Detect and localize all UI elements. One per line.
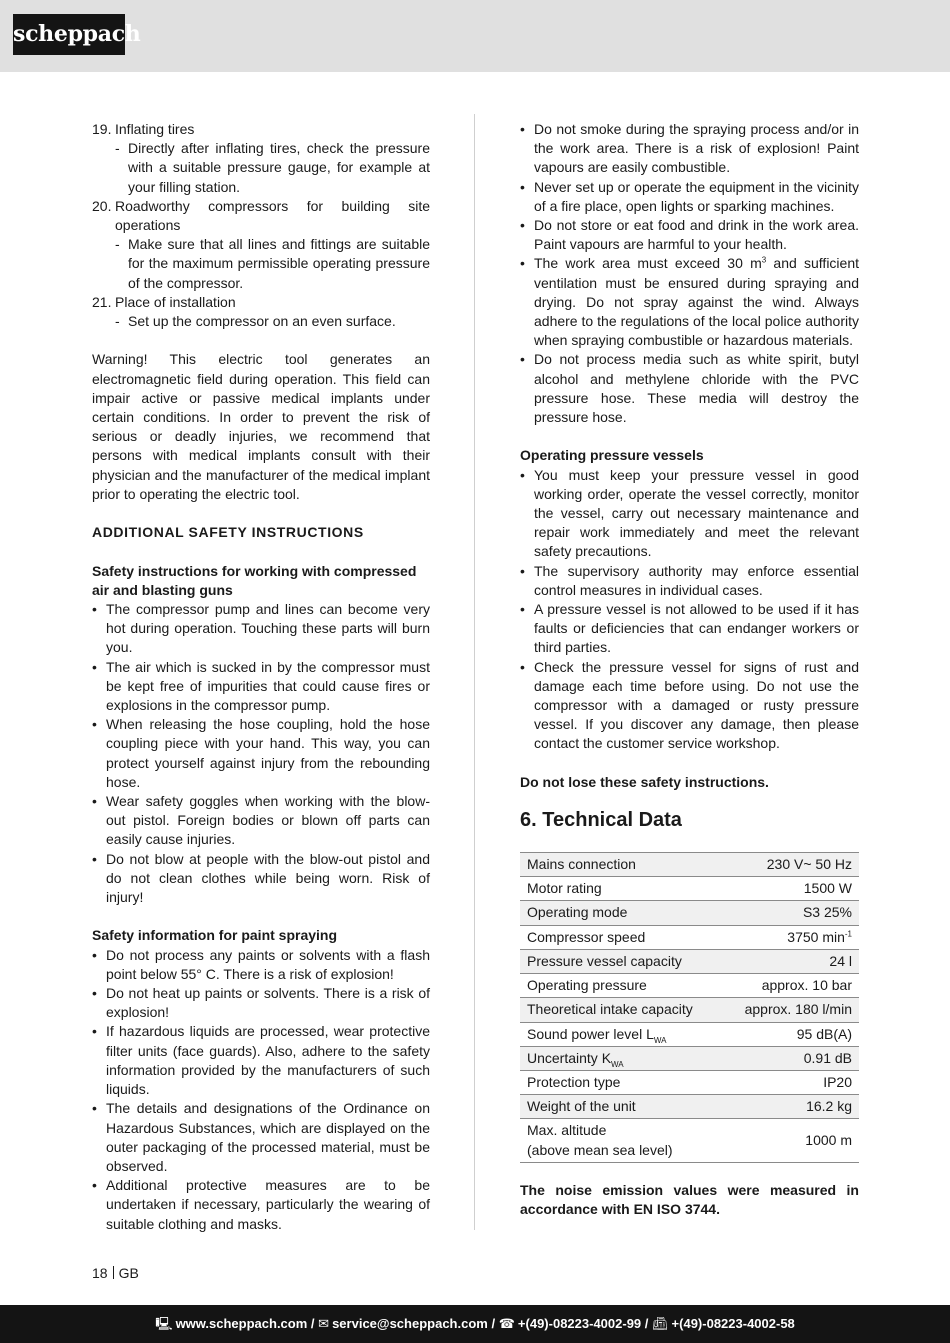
pressure-vessels-heading: Operating pressure vessels: [520, 447, 704, 464]
sub-item: [92, 139, 430, 197]
bullet-marker: •: [92, 1023, 97, 1040]
table-row: [520, 998, 859, 1022]
item-number: 21.: [92, 293, 112, 310]
table-cell-value: approx. 10 bar: [722, 974, 859, 998]
computer-icon: 🖳︎: [155, 1316, 173, 1331]
bullet-marker: •: [92, 716, 97, 733]
bullet-marker: •: [92, 793, 97, 810]
bullet-text: and sufficient ventilation must be ensured during spraying and drying. Do not spray against the wind. Always adhere to the regulations of the local police authority when spraying combustible or hazardous materials.: [534, 255, 859, 349]
bullet-text: You must keep your pressure vessel in good working order, operate the vessel correctly, monitor the vessel, carry out necessary maintenance and repair work immediately and meet the relevant safety precautions.: [534, 466, 859, 560]
list-item: [520, 466, 859, 562]
table-cell-value: 1000 m: [722, 1119, 859, 1162]
list-item-20: [92, 197, 430, 235]
list-item: [92, 984, 430, 1022]
paint-spraying-heading: Safety information for paint spraying: [92, 927, 338, 944]
bullet-text: The details and designations of the Ordinance on Hazardous Substances, which are displayed on the outer packaging of the processed material, must be observed.: [106, 1100, 430, 1174]
table-cell-value: [722, 925, 859, 949]
table-cell-label: Pressure vessel capacity: [520, 949, 722, 973]
bullet-text: Do not blow at people with the blow-out pistol and do not clean clothes while being worn. Risk of injury!: [106, 850, 430, 906]
sub-item-text: Make sure that all lines and fittings are suitable for the maximum permissible operating pressure of the compressor.: [128, 236, 430, 291]
mail-icon: ✉︎: [318, 1316, 330, 1331]
list-item: [520, 658, 859, 754]
warning-paragraph: Warning! This electric tool generates an electromagnetic field during operation. This field can impair active or passive medical implants under certain conditions. In order to prevent the risk of serious or deadly injuries, we recommend that persons with medical implants consult with their physician and the manufacturer of the medical implant prior to operating the electric tool.: [92, 351, 430, 502]
bullet-marker: •: [92, 658, 97, 675]
value-text: 3750 min: [787, 928, 845, 945]
table-cell-value: IP20: [722, 1070, 859, 1094]
table-cell-label: [520, 1046, 722, 1070]
table-cell-value: 230 V~ 50 Hz: [722, 853, 859, 877]
table-cell-value: 16.2 kg: [722, 1095, 859, 1119]
noise-emission-note: The noise emission values were measured in accordance with EN ISO 3744.: [520, 1181, 859, 1217]
footer-phone: +(49)-08223-4002-99: [517, 1316, 642, 1331]
table-cell-value: S3 25%: [722, 901, 859, 925]
table-row: [520, 877, 859, 901]
fax-icon: 📠︎: [652, 1316, 669, 1331]
page-separator: [113, 1266, 114, 1279]
list-item: [520, 600, 859, 658]
table-cell-label: Theoretical intake capacity: [520, 998, 722, 1022]
technical-data-table: [520, 852, 859, 1163]
section-title: [520, 808, 859, 832]
superscript: 3: [761, 255, 767, 265]
bullet-text: When releasing the hose coupling, hold the hose coupling piece with your hand. This way, you can protect yourself against injury from the rebounding hose.: [106, 716, 430, 790]
table-cell-label: Operating mode: [520, 901, 722, 925]
footer-website-link[interactable]: www.scheppach.com: [175, 1316, 308, 1331]
bullet-text: If hazardous liquids are processed, wear protective filter units (face guards). Also, adhere to the safety information provided by the manufacturers of such liquids.: [106, 1023, 430, 1098]
dash-marker: -: [115, 140, 120, 157]
bullet-marker: •: [520, 351, 525, 368]
section-number: 6.: [520, 809, 537, 832]
bullet-text: The air which is sucked in by the compressor must be kept free of impurities that could cause fires or explosions in the compressor pump.: [106, 658, 430, 714]
table-row: [520, 901, 859, 925]
list-item: [92, 600, 430, 658]
item-number: 19.: [92, 121, 112, 137]
bullet-marker: •: [520, 658, 525, 675]
footer-email-link[interactable]: service@scheppach.com: [332, 1316, 488, 1331]
bullet-marker: •: [92, 1177, 97, 1194]
bullet-marker: •: [520, 217, 525, 234]
bullet-marker: •: [92, 850, 97, 867]
table-cell-label: [520, 1119, 722, 1162]
bullet-marker: •: [92, 1100, 97, 1117]
bullet-text: Check the pressure vessel for signs of rust and damage each time before using. Do not use the compressor with a damaged or rusty pressure vessel. If you discover any damage, then please contact the customer service workshop.: [534, 658, 859, 752]
sub-item: [92, 312, 430, 331]
page-number: [92, 1264, 139, 1283]
keep-instructions-note: Do not lose these safety instructions.: [520, 773, 769, 790]
page-language: GB: [118, 1265, 139, 1281]
list-item: [92, 946, 430, 984]
additional-safety-heading: ADDITIONAL SAFETY INSTRUCTIONS: [92, 524, 364, 541]
table-cell-value: 24 l: [722, 949, 859, 973]
footer-bar: [0, 1305, 950, 1343]
table-row: [520, 1070, 859, 1094]
bullet-text: Never set up or operate the equipment in the vicinity of a fire place, open lights or sparking machines.: [534, 178, 859, 214]
scheppach-logo: scheppach: [13, 14, 125, 55]
bullet-text: Do not heat up paints or solvents. There is a risk of explosion!: [106, 985, 430, 1021]
bullet-marker: •: [520, 121, 525, 137]
list-item-21: [92, 293, 430, 312]
bullet-text: A pressure vessel is not allowed to be used if it has faults or deficiencies that can endanger workers or third parties.: [534, 601, 859, 656]
table-cell-value: approx. 180 l/min: [722, 998, 859, 1022]
item-title: Place of installation: [115, 293, 236, 310]
label-text: Sound power level L: [527, 1025, 654, 1042]
table-cell-value: 0.91 dB: [722, 1046, 859, 1070]
phone-icon: ☎︎: [498, 1316, 515, 1331]
bullet-marker: •: [520, 255, 525, 272]
list-item: [92, 715, 430, 792]
bullet-marker: •: [520, 601, 525, 618]
footer-separator: /: [310, 1316, 315, 1331]
table-row: [520, 974, 859, 998]
bullet-marker: •: [520, 562, 525, 579]
bullet-marker: •: [92, 985, 97, 1002]
table-row: [520, 1046, 859, 1070]
list-item: [520, 350, 859, 427]
bullet-text: Do not store or eat food and drink in the work area. Paint vapours are harmful to your health.: [534, 217, 859, 253]
table-row: [520, 949, 859, 973]
list-item: [92, 658, 430, 716]
item-title: Roadworthy compressors for building site operations: [115, 197, 430, 234]
label-text: Max. altitude: [527, 1122, 607, 1139]
table-cell-label: [520, 1022, 722, 1046]
sub-item-text: Set up the compressor on an even surface.: [128, 313, 396, 330]
dash-marker: -: [115, 313, 120, 330]
list-item-19: [92, 120, 430, 139]
bullet-marker: •: [92, 946, 97, 963]
bullet-text: Wear safety goggles when working with the blow-out pistol. Foreign bodies or blown off parts can easily cause injuries.: [106, 793, 430, 848]
bullet-text: Additional protective measures are to be undertaken if necessary, particularly the wearing of suitable clothing and masks.: [106, 1177, 430, 1232]
item-number: 20.: [92, 197, 112, 214]
list-item: [92, 792, 430, 850]
superscript: -1: [844, 929, 852, 939]
list-item: [92, 1022, 430, 1099]
table-cell-label: Weight of the unit: [520, 1095, 722, 1119]
list-item: [92, 1099, 430, 1176]
bullet-marker: •: [520, 178, 525, 195]
dash-marker: -: [115, 236, 120, 253]
item-title: Inflating tires: [115, 121, 195, 137]
list-item: [520, 120, 859, 178]
table-row: [520, 1022, 859, 1046]
page-number-value: 18: [92, 1265, 108, 1281]
table-cell-label: Mains connection: [520, 853, 722, 877]
table-row: [520, 1095, 859, 1119]
label-text-line2: (above mean sea level): [527, 1141, 673, 1158]
list-item: [520, 562, 859, 600]
subscript: WA: [653, 1035, 667, 1045]
column-divider: [474, 114, 475, 1230]
table-cell-label: Compressor speed: [520, 925, 722, 949]
table-cell-value: 95 dB(A): [722, 1022, 859, 1046]
bullet-text: Do not smoke during the spraying process and/or in the work area. There is a risk of explosion! Paint vapours are easily combustible.: [534, 121, 859, 176]
bullet-text: The supervisory authority may enforce essential control measures in individual cases.: [534, 562, 859, 598]
list-item: [92, 850, 430, 908]
right-column: [520, 120, 859, 1219]
bullet-text: Do not process any paints or solvents with a flash point below 55° C. There is a risk of explosion!: [106, 946, 430, 982]
table-cell-label: Protection type: [520, 1070, 722, 1094]
sub-item: [92, 235, 430, 293]
compressed-air-heading: Safety instructions for working with compressed air and blasting guns: [92, 562, 417, 598]
label-text: Uncertainty K: [527, 1049, 612, 1066]
left-column: [92, 120, 430, 1234]
bullet-text: The work area must exceed 30 m: [534, 255, 762, 272]
sub-item-text: Directly after inflating tires, check the pressure with a suitable pressure gauge, for example at your filling station.: [128, 140, 430, 195]
list-item: [520, 216, 859, 254]
subscript: WA: [611, 1059, 624, 1069]
section-heading: Technical Data: [542, 809, 682, 832]
table-row: [520, 853, 859, 877]
list-item: [92, 1176, 430, 1234]
bullet-text: Do not process media such as white spirit, butyl alcohol and methylene chloride with the PVC pressure hose. These media will destroy the pressure hose.: [534, 351, 859, 426]
footer-separator: /: [644, 1316, 649, 1331]
table-cell-label: Motor rating: [520, 877, 722, 901]
list-item: [520, 254, 859, 350]
table-cell-value: 1500 W: [722, 877, 859, 901]
bullet-marker: •: [92, 601, 97, 618]
bullet-text: The compressor pump and lines can become very hot during operation. Touching these parts will burn you.: [106, 601, 430, 656]
table-cell-label: Operating pressure: [520, 974, 722, 998]
bullet-marker: •: [520, 466, 525, 483]
list-item: [520, 178, 859, 216]
table-row: [520, 1119, 859, 1162]
header-band: [0, 0, 950, 72]
footer-fax: +(49)-08223-4002-58: [671, 1316, 795, 1331]
table-row: [520, 925, 859, 949]
footer-separator: /: [491, 1316, 496, 1331]
